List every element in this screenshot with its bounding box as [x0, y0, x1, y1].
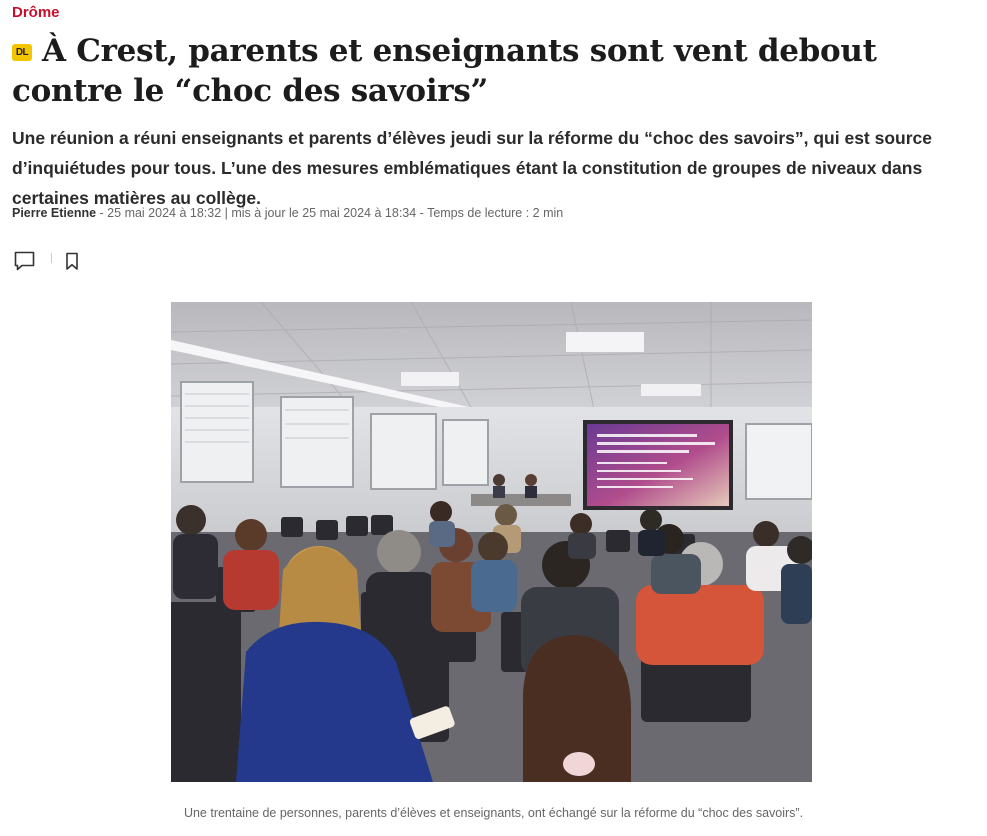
comment-icon: [13, 249, 37, 273]
article-lead: Une réunion a réuni enseignants et parents d’élèves jeudi sur la réforme du “choc des savoirs”, qui est source d’inquiétudes pour tous. L’une des mesures emblématiques étant la constitution de groupes de niveaux dans certaines matières au collège.: [12, 128, 933, 208]
photo-caption: Une trentaine de personnes, parents d’élèves et enseignants, ont échangé sur la réforme du “choc des savoirs”.: [183, 806, 804, 820]
premium-badge-icon: DL: [12, 44, 32, 61]
article-title: [12, 31, 972, 111]
action-separator: [51, 253, 52, 263]
comment-button[interactable]: [13, 249, 37, 273]
publication-meta: - 25 mai 2024 à 18:32 | mis à jour le 25 mai 2024 à 18:34 - Temps de lecture : 2 min: [96, 206, 564, 220]
author-name[interactable]: Pierre Etienne: [12, 206, 97, 220]
article-title-text: À Crest, parents et enseignants sont vent debout contre le “choc des savoirs”: [12, 33, 877, 109]
section-rubric[interactable]: Drôme: [12, 4, 60, 21]
bookmark-button[interactable]: [61, 249, 85, 273]
byline: [12, 206, 563, 220]
article-photo: [171, 302, 812, 782]
bookmark-icon: [61, 249, 85, 273]
